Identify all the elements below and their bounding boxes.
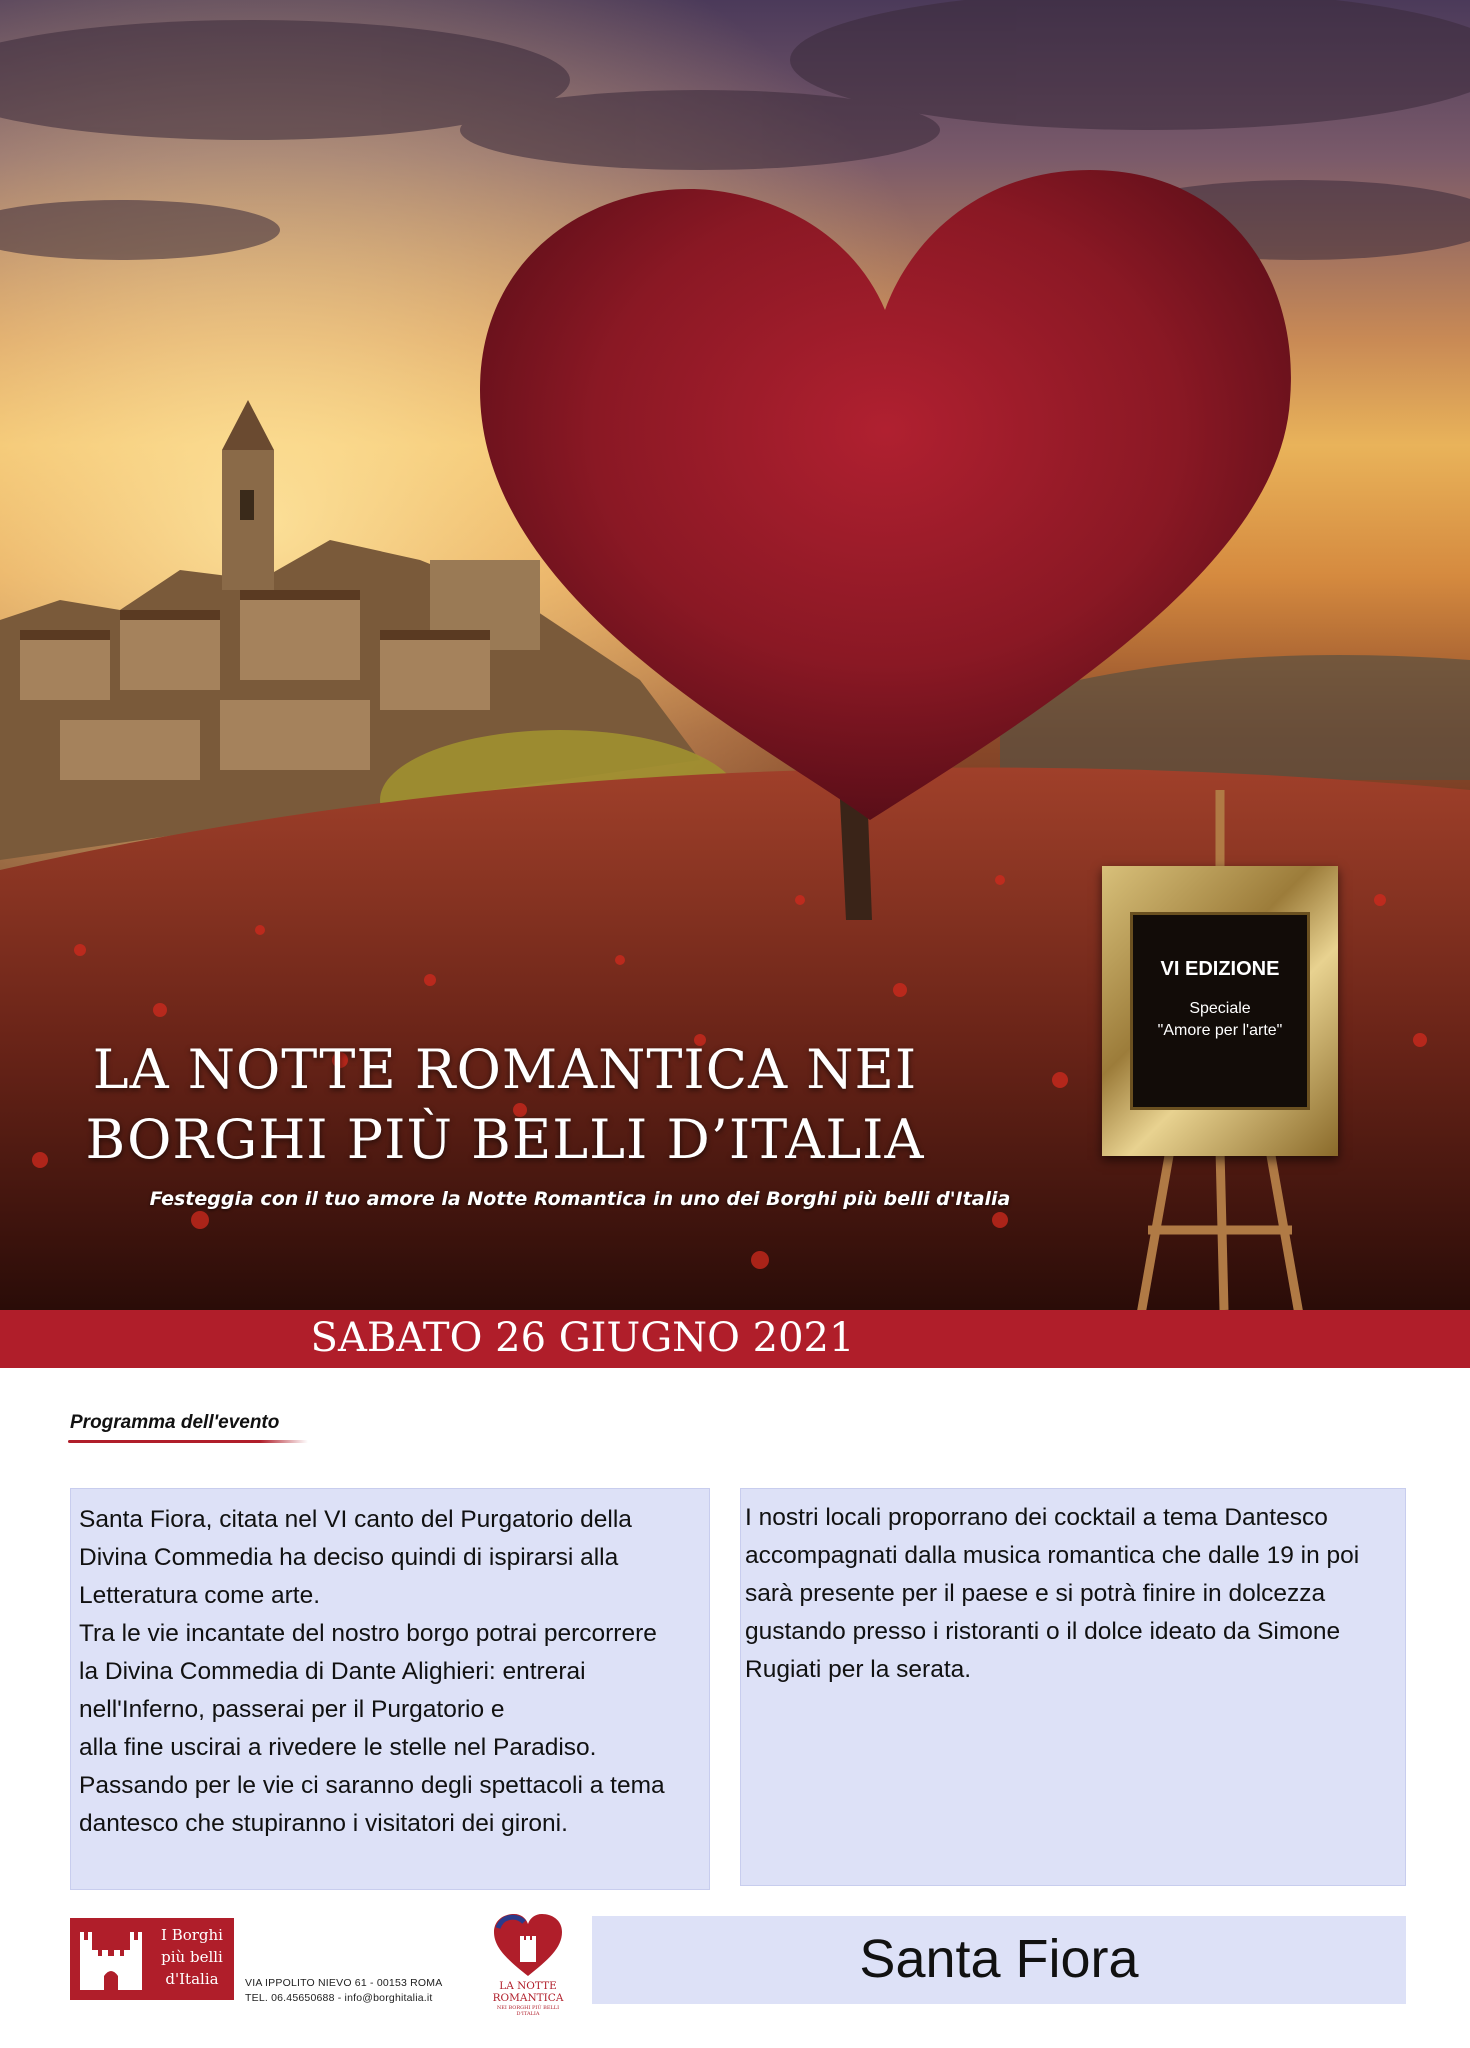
program-text-right: I nostri locali proporrano dei cocktail a tema Dantesco accompagnati dalla musica romantica che dalle 19 in poi sarà presente per il paese e si potrà finire in dolcezza gustando presso i ristoranti o il dolce ideato da Simone Rugiati per la serata. bbox=[745, 1504, 1360, 1683]
program-heading: Programma dell'evento bbox=[70, 1412, 280, 1433]
program-box-right bbox=[740, 1488, 1406, 1886]
title-line-1: LA NOTTE ROMANTICA NEI bbox=[92, 1038, 918, 1101]
contact-line: TEL. 06.45650688 - info@borghitalia.it bbox=[245, 1992, 433, 2004]
borghi-logo bbox=[70, 1918, 234, 2000]
speciale-label: Speciale bbox=[1189, 1000, 1251, 1017]
castle-icon bbox=[76, 1926, 146, 1994]
nr-logo-text-1: LA NOTTE bbox=[499, 1980, 557, 1992]
painting-frame bbox=[1102, 866, 1338, 1156]
program-box-left bbox=[70, 1488, 710, 1890]
logo-text-2: più belli bbox=[161, 1948, 223, 1966]
title-line-2: BORGHI PIÙ BELLI D’ITALIA bbox=[85, 1108, 925, 1171]
address-line: VIA IPPOLITO NIEVO 61 - 00153 ROMA bbox=[245, 1977, 443, 1989]
event-date: SABATO 26 GIUGNO 2021 bbox=[310, 1315, 855, 1361]
logo-text-1: I Borghi bbox=[161, 1926, 223, 1944]
heading-underline bbox=[68, 1440, 308, 1443]
subtitle: Festeggia con il tuo amore la Notte Romantica in uno dei Borghi più belli d'Italia bbox=[149, 1188, 1011, 1210]
nr-logo-text-3: NEI BORGHI PIÙ BELLI D'ITALIA bbox=[496, 2005, 560, 2017]
town-box bbox=[592, 1916, 1406, 2004]
nr-logo-text-2: ROMANTICA bbox=[492, 1992, 564, 2004]
program-text-left: Santa Fiora, citata nel VI canto del Purgatorio della Divina Commedia ha deciso quindi di ispirarsi alla Letteratura come arte. Tra le vie incantate del nostro borgo potrai percorrere la Divina Commedia di Dante Alighieri: entrerai nell'Inferno, passerai per il Purgatorio e alla fine uscirai a rivedere le stelle nel Paradiso. Passando per le vie ci saranno degli spettacoli a tema dantesco che stupiranno i visitatori dei gironi. bbox=[79, 1506, 665, 1837]
notte-romantica-logo bbox=[490, 1910, 566, 2017]
heart-icon bbox=[490, 1910, 566, 1980]
theme-label: "Amore per l'arte" bbox=[1157, 1022, 1283, 1039]
logo-text-3: d'Italia bbox=[165, 1970, 219, 1988]
frame-canvas bbox=[1130, 912, 1310, 1110]
town-name: Santa Fiora bbox=[859, 1929, 1139, 1989]
edition-label: VI EDIZIONE bbox=[1160, 958, 1280, 980]
